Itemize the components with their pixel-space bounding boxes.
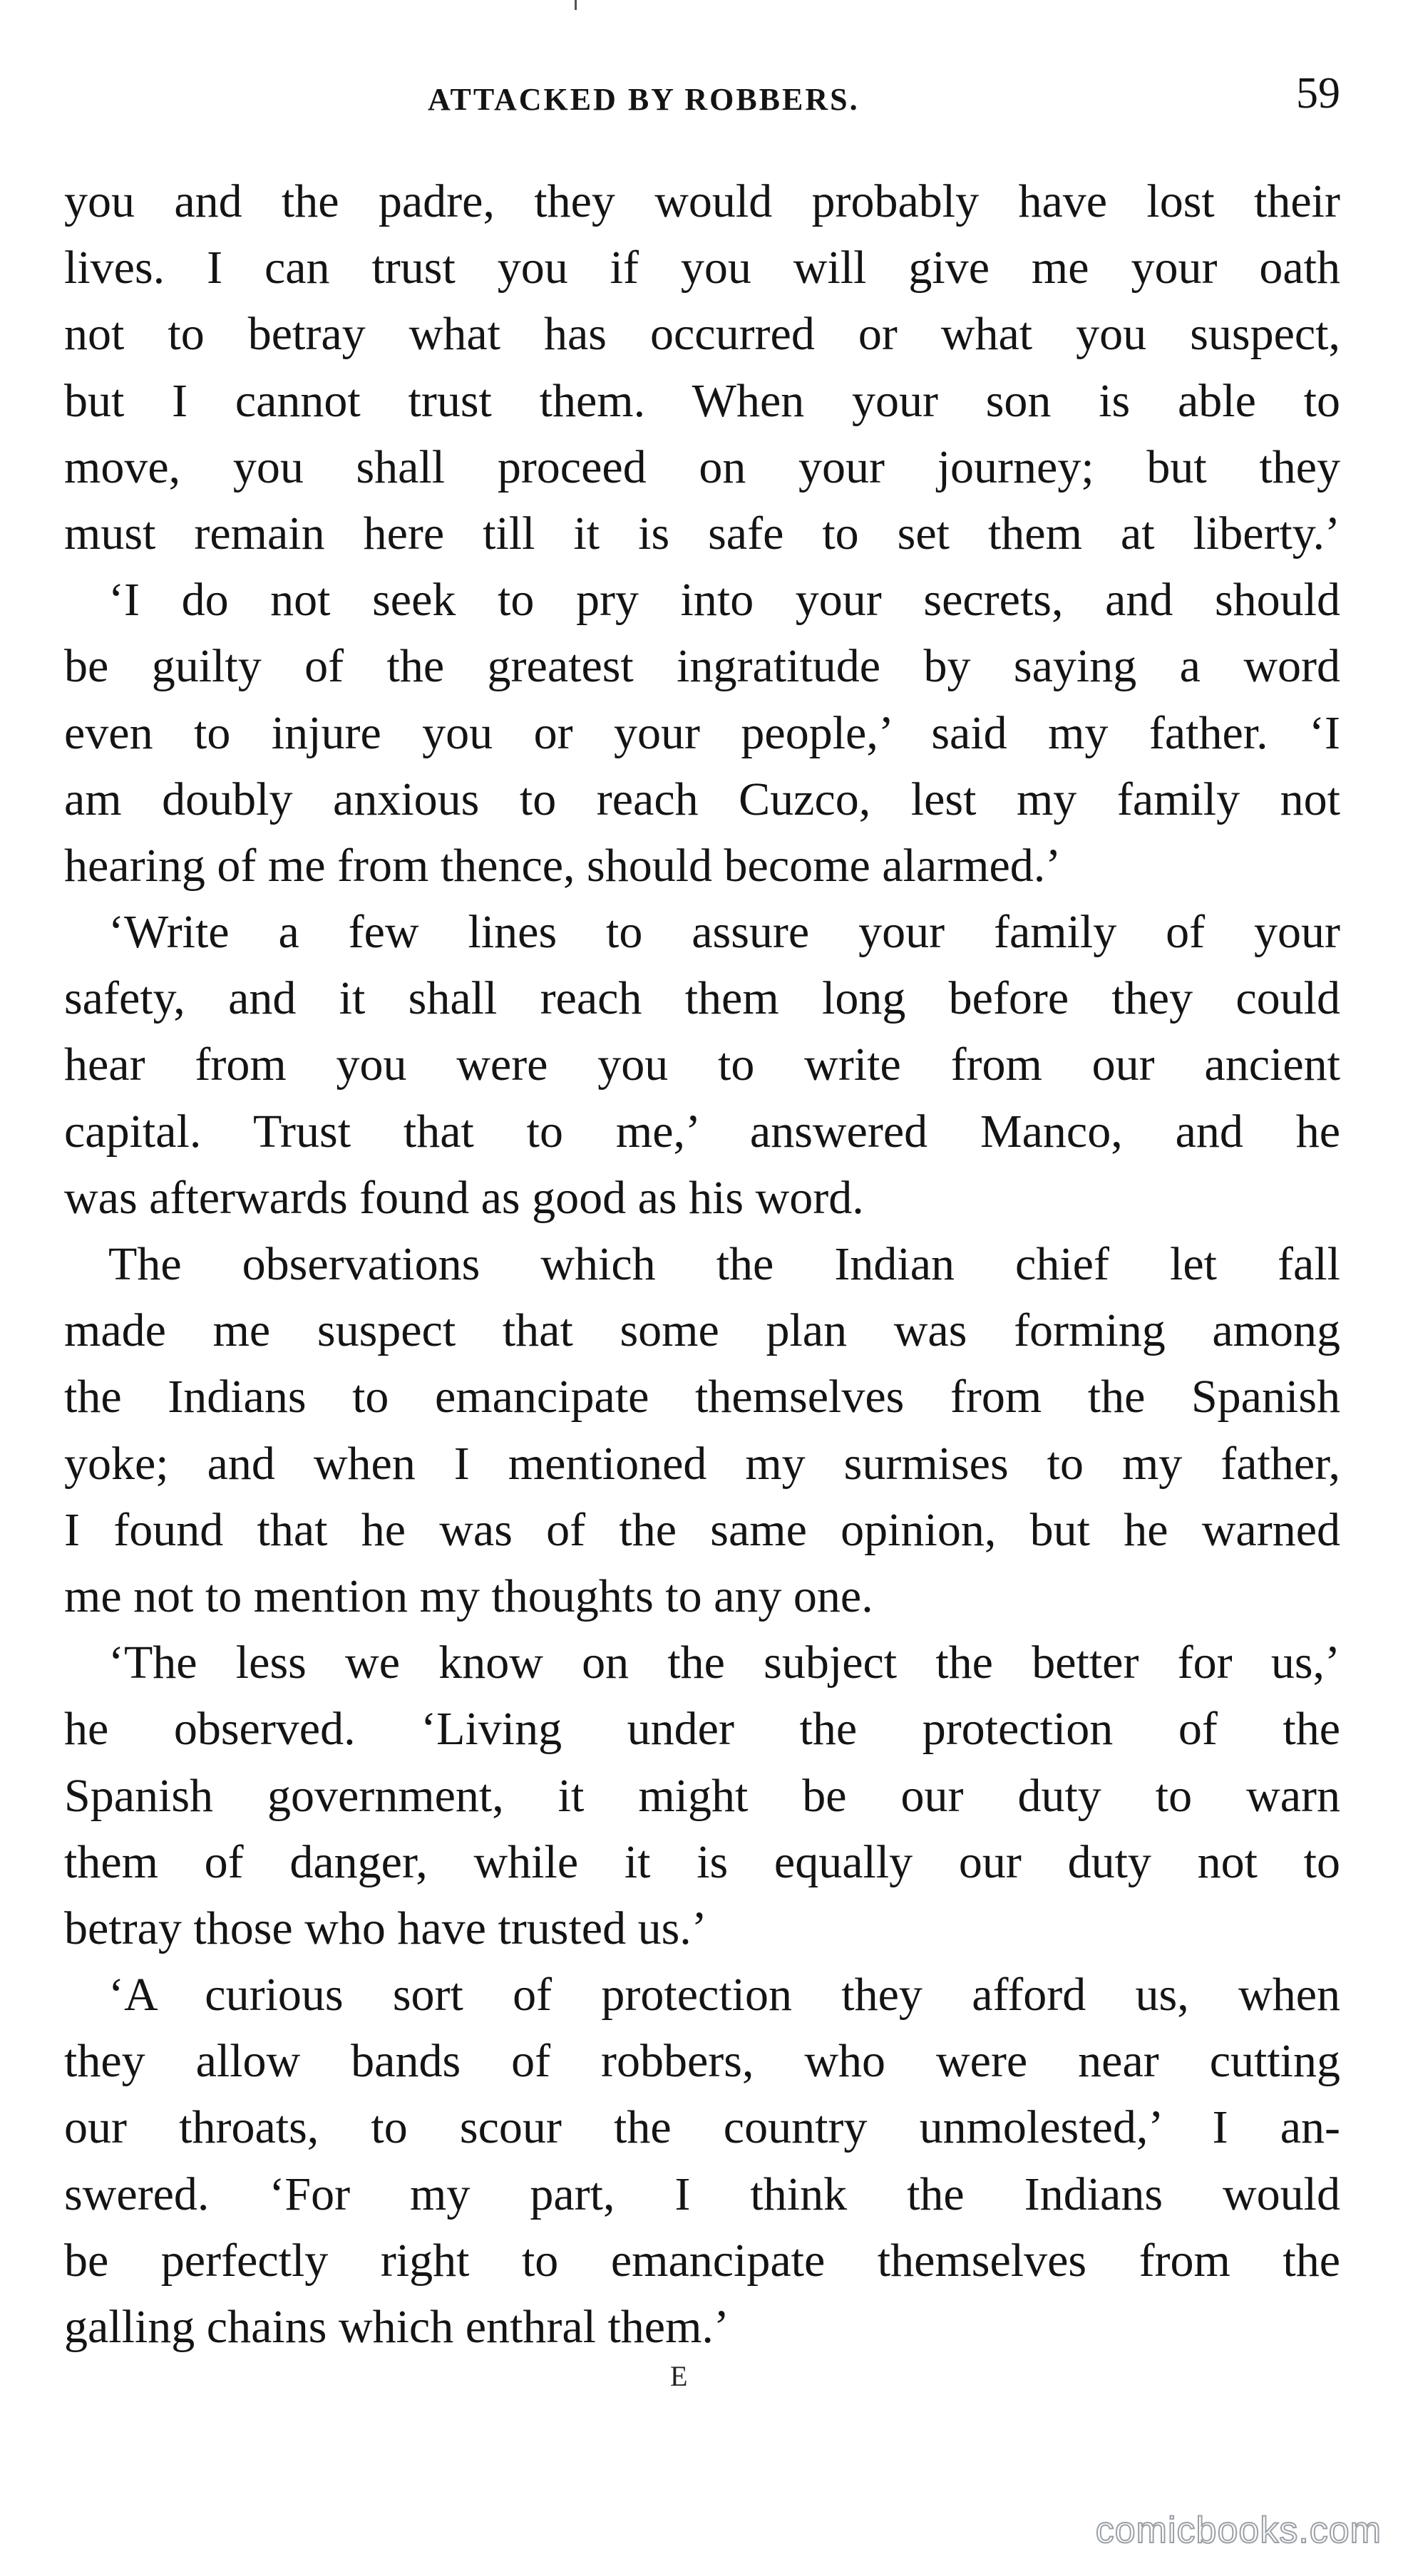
- page-number: 59: [1296, 69, 1340, 118]
- text-line: them of danger, while it is equally our duty not to: [64, 1835, 1340, 1888]
- text-line: you and the padre, they would probably have lost their: [64, 175, 1340, 227]
- text-line: yoke; and when I mentioned my surmises to my father,: [64, 1437, 1340, 1490]
- text-line: Spanish government, it might be our duty to warn: [64, 1769, 1340, 1822]
- text-line: me not to mention my thoughts to any one.: [64, 1570, 873, 1622]
- text-line: galling chains which enthral them.’: [64, 2301, 729, 2353]
- text-line: even to injure you or your people,’ said my father. ‘I: [64, 706, 1340, 759]
- text-line: I found that he was of the same opinion, but he warned: [64, 1503, 1340, 1556]
- text-line: ‘A curious sort of protection they afford us, when: [108, 1969, 1340, 2021]
- text-line: lives. I can trust you if you will give me your oath: [64, 242, 1340, 294]
- text-line: capital. Trust that to me,’ answered Manco, and he: [64, 1105, 1340, 1158]
- signature-mark: E: [670, 2360, 688, 2392]
- text-line: was afterwards found as good as his word.: [64, 1171, 864, 1224]
- text-line: made me suspect that some plan was forming among: [64, 1304, 1340, 1357]
- text-line: must remain here till it is safe to set them at liberty.’: [64, 507, 1340, 560]
- text-line: swered. ‘For my part, I think the Indians would: [64, 2168, 1340, 2220]
- text-line: our throats, to scour the country unmolested,’ I an-: [64, 2101, 1340, 2154]
- text-line: safety, and it shall reach them long before they could: [64, 972, 1340, 1025]
- watermark: comicbooks.com: [1095, 2510, 1382, 2551]
- running-head: ATTACKED BY ROBBERS.: [428, 82, 860, 117]
- text-line: he observed. ‘Living under the protection of the: [64, 1703, 1340, 1756]
- text-line: hearing of me from thence, should become alarmed.’: [64, 839, 1062, 892]
- page-top-mark: [575, 0, 577, 10]
- text-line: ‘I do not seek to pry into your secrets, and should: [108, 574, 1340, 627]
- text-line: they allow bands of robbers, who were near cutting: [64, 2035, 1340, 2088]
- text-line: betray those who have trusted us.’: [64, 1902, 707, 1954]
- text-line: be guilty of the greatest ingratitude by saying a word: [64, 640, 1340, 693]
- text-line: the Indians to emancipate themselves from the Spanish: [64, 1371, 1340, 1423]
- text-line: hear from you were you to write from our ancient: [64, 1039, 1340, 1091]
- text-line: am doubly anxious to reach Cuzco, lest my family not: [64, 773, 1340, 825]
- text-line: The observations which the Indian chief let fall: [108, 1238, 1340, 1290]
- text-line: be perfectly right to emancipate themselves from the: [64, 2234, 1340, 2287]
- text-line: but I cannot trust them. When your son is able to: [64, 374, 1340, 427]
- text-line: ‘Write a few lines to assure your family of your: [108, 906, 1340, 959]
- text-line: ‘The less we know on the subject the better for us,’: [108, 1637, 1340, 1689]
- body-text: [64, 168, 1340, 2360]
- text-line: not to betray what has occurred or what you suspect,: [64, 308, 1340, 361]
- page-header: [64, 68, 1340, 133]
- text-line: move, you shall proceed on your journey; but they: [64, 441, 1340, 493]
